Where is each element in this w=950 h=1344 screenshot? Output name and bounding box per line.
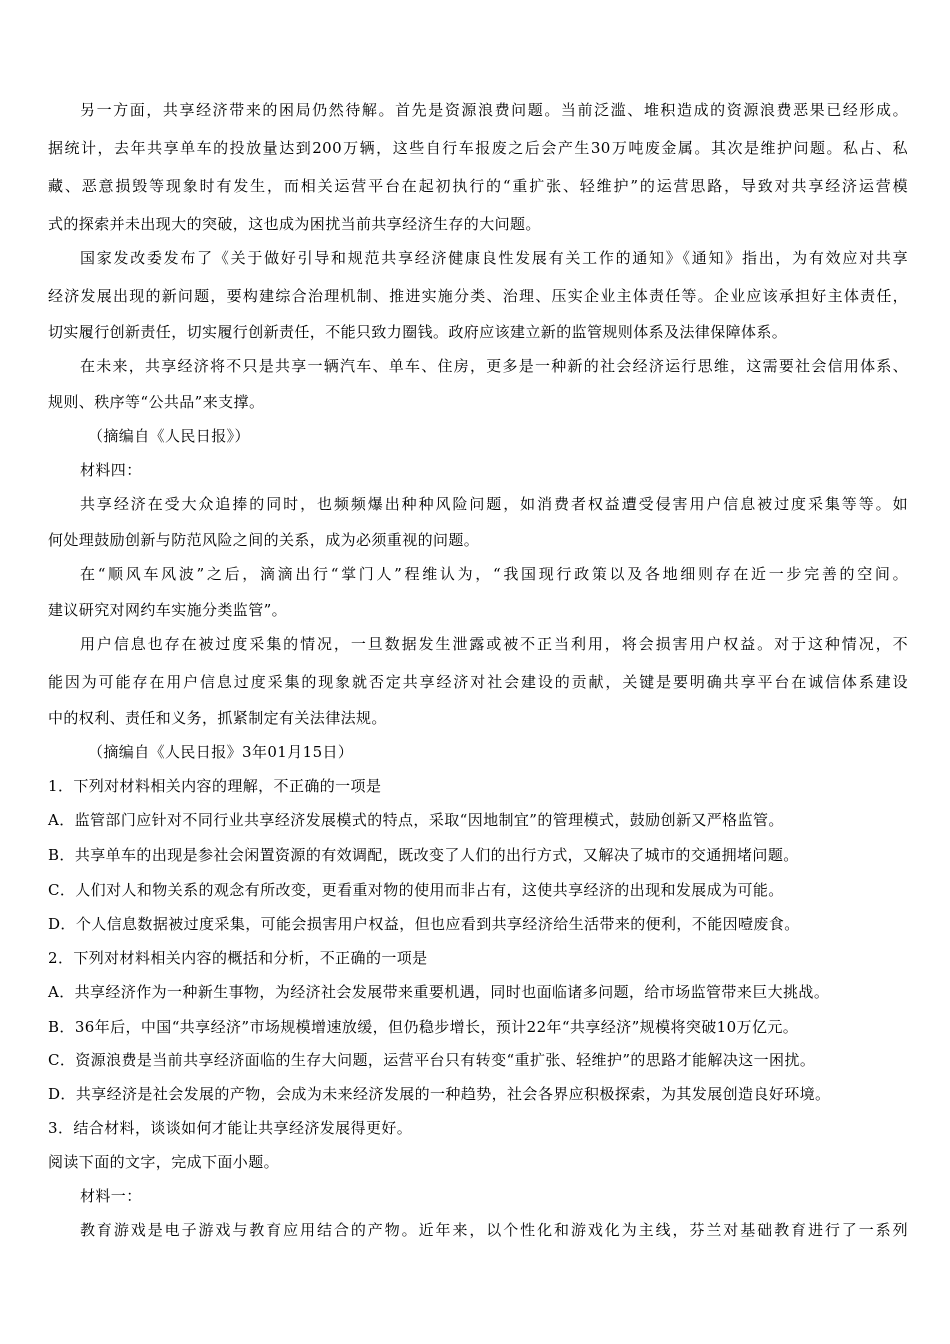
paragraph-line: 规则、秩序等“公共品”来支撑。: [48, 393, 265, 411]
option-d: D．共享经济是社会发展的产物，会成为未来经济发展的一种趋势，社会各界应积极探索，为其发展创造良好环境。: [48, 1085, 831, 1103]
option-b: B．共享单车的出现是参社会闲置资源的有效调配，既改变了人们的出行方式，又解决了城市的交通拥堵问题。: [48, 846, 799, 864]
question-stem: 1．下列对材料相关内容的理解，不正确的一项是: [48, 777, 382, 795]
paragraph-line: 另一方面，共享经济带来的困局仍然待解。首先是资源浪费问题。当前泛滥、堆积造成的资源浪费恶果已经形成。: [80, 101, 908, 119]
paragraph-line: 在“顺风车风波”之后，滴滴出行“掌门人”程维认为，“我国现行政策以及各地细则存在近一步完善的空间。: [80, 565, 908, 583]
question-stem: 3．结合材料，谈谈如何才能让共享经济发展得更好。: [48, 1119, 413, 1137]
option-a: A．共享经济作为一种新生事物，为经济社会发展带来重要机遇，同时也面临诸多问题，给市场监管带来巨大挑战。: [48, 983, 830, 1001]
option-c: C．资源浪费是当前共享经济面临的生存大问题，运营平台只有转变“重扩张、轻维护”的思路才能解决这一困扰。: [48, 1051, 816, 1069]
paragraph-line: 共享经济在受大众追捧的同时，也频频爆出种种风险问题，如消费者权益遭受侵害用户信息被过度采集等等。如: [80, 495, 908, 513]
material-heading: 材料一：: [80, 1187, 142, 1205]
source-citation: （摘编自《人民日报》）: [88, 427, 250, 445]
option-b: B．36年后，中国“共享经济”市场规模增速放缓，但仍稳步增长，预计22年“共享经济”规模将突破10万亿元。: [48, 1018, 799, 1036]
paragraph-line: 藏、恶意损毁等现象时有发生，而相关运营平台在起初执行的“重扩张、轻维护”的运营思路，导致对共享经济运营模: [48, 177, 908, 195]
option-a: A．监管部门应针对不同行业共享经济发展模式的特点，采取“因地制宜”的管理模式，鼓励创新又严格监管。: [48, 811, 784, 829]
paragraph-line: 国家发改委发布了《关于做好引导和规范共享经济健康良性发展有关工作的通知》《通知》指出，为有效应对共享: [80, 249, 908, 267]
paragraph-line: 切实履行创新责任，切实履行创新责任，不能只致力圈钱。政府应该建立新的监管规则体系及法律保障体系。: [48, 323, 788, 341]
material-heading: 材料四：: [80, 461, 142, 479]
source-citation: （摘编自《人民日报》3年01月15日）: [88, 743, 354, 761]
paragraph-line: 能因为可能存在用户信息过度采集的现象就否定共享经济对社会建设的贡献，关键是要明确共享平台在诚信体系建设: [48, 673, 908, 691]
paragraph-line: 中的权利、责任和义务，抓紧制定有关法律法规。: [48, 709, 387, 727]
paragraph-line: 用户信息也存在被过度采集的情况，一旦数据发生泄露或被不正当利用，将会损害用户权益。对于这种情况，不: [80, 635, 908, 653]
option-c: C．人们对人和物关系的观念有所改变，更看重对物的使用而非占有，这使共享经济的出现和发展成为可能。: [48, 881, 784, 899]
question-stem: 2．下列对材料相关内容的概括和分析，不正确的一项是: [48, 949, 428, 967]
paragraph-line: 何处理鼓励创新与防范风险之间的关系，成为必须重视的问题。: [48, 531, 480, 549]
paragraph-line: 教育游戏是电子游戏与教育应用结合的产物。近年来，以个性化和游戏化为主线，芬兰对基础教育进行了一系列: [80, 1221, 908, 1239]
paragraph-line: 建议研究对网约车实施分类监管”。: [48, 601, 288, 619]
paragraph-line: 经济发展出现的新问题，要构建综合治理机制、推进实施分类、治理、压实企业主体责任等。企业应该承担好主体责任，: [48, 287, 908, 305]
reading-instruction: 阅读下面的文字，完成下面小题。: [48, 1153, 280, 1171]
paragraph-line: 据统计，去年共享单车的投放量达到200万辆，这些自行车报废之后会产生30万吨废金属。其次是维护问题。私占、私: [48, 139, 908, 157]
paragraph-line: 式的探索并未出现大的突破，这也成为困扰当前共享经济生存的大问题。: [48, 215, 541, 233]
paragraph-line: 在未来，共享经济将不只是共享一辆汽车、单车、住房，更多是一种新的社会经济运行思维，这需要社会信用体系、: [80, 357, 908, 375]
option-d: D．个人信息数据被过度采集，可能会损害用户权益，但也应看到共享经济给生活带来的便利，不能因噎废食。: [48, 915, 800, 933]
